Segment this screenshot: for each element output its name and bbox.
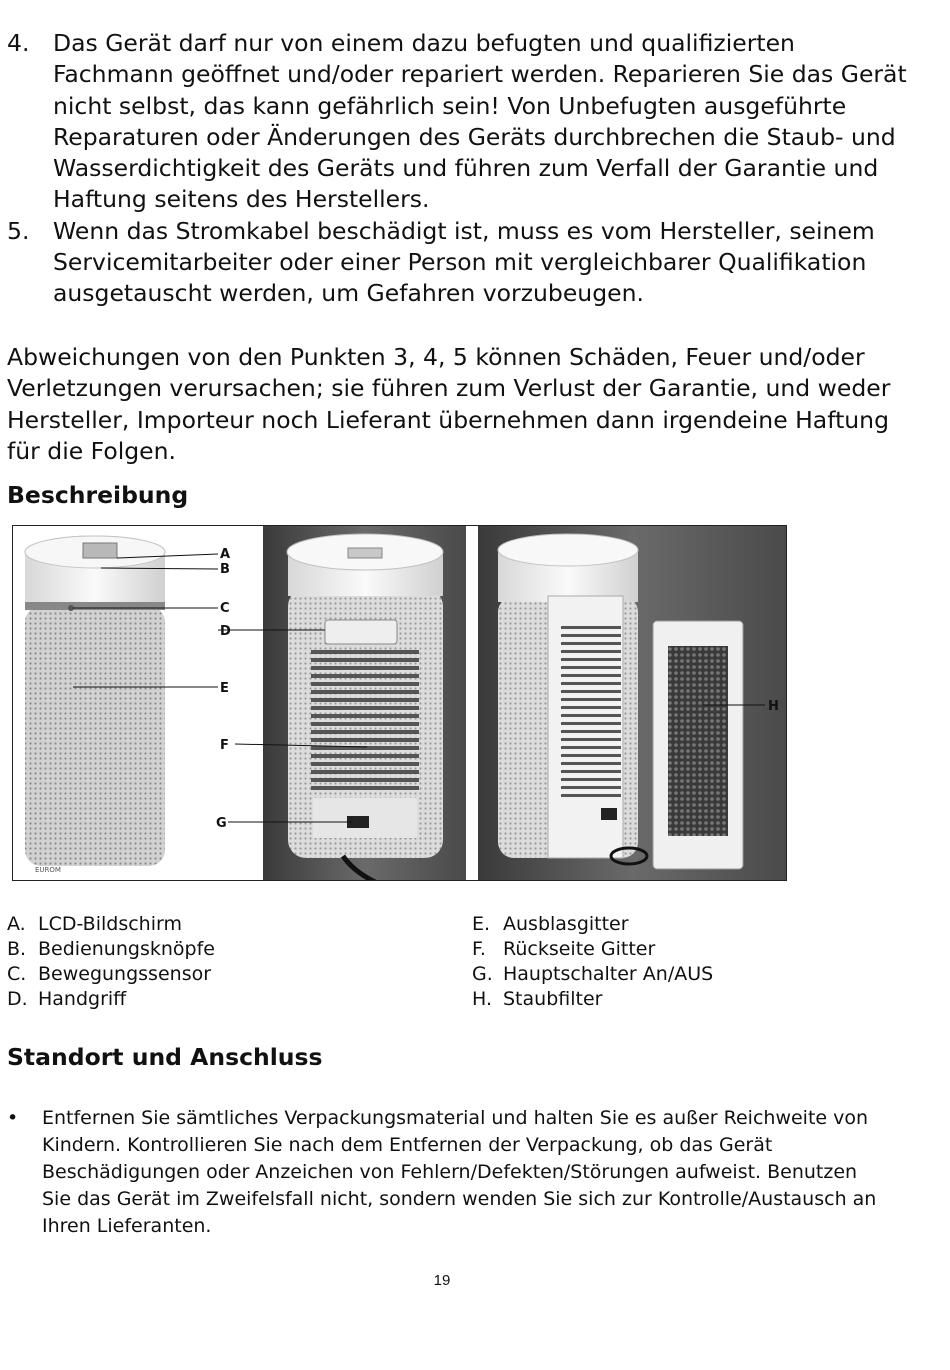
numbered-list (7, 28, 907, 310)
legend-letter: A. (7, 913, 26, 935)
list-item-number: 5. (7, 216, 30, 245)
legend-item (7, 962, 215, 987)
legend-letter: D. (7, 988, 28, 1010)
heading-beschreibung: Beschreibung (7, 481, 189, 509)
legend-item (472, 937, 713, 962)
legend-right (472, 912, 713, 1012)
legend-item (7, 987, 215, 1012)
legend-text: Hauptschalter An/AUS (503, 963, 714, 985)
bullet-item (7, 1105, 887, 1240)
legend-text: Ausblasgitter (503, 913, 629, 935)
legend-letter: C. (7, 963, 27, 985)
legend-letter: G. (472, 963, 493, 985)
figure-label-d: D (220, 624, 231, 639)
bullet-text: Entfernen Sie sämtliches Verpackungsmaterial und halten Sie es außer Reichweite von Kindern. Kontrollieren Sie nach dem Entfernen der Verpackung, ob das Gerät Beschädigungen oder Anzeichen von Fehlern/Defekten/Störungen aufweist. Benutzen Sie das Gerät im Zweifelsfall nicht, sondern wenden Sie sich zur Kontrolle/Austausch an Ihren Lieferanten. (42, 1107, 877, 1237)
legend-letter: F. (472, 938, 486, 960)
legend-item (472, 912, 713, 937)
figure-label-e: E (220, 681, 229, 696)
legend-item (472, 987, 713, 1012)
bullet-list (7, 1105, 887, 1240)
page-number: 19 (433, 1272, 451, 1289)
legend-letter: B. (7, 938, 27, 960)
figure-label-b: B (220, 562, 230, 577)
figure-label-g: G (216, 816, 227, 831)
deviation-paragraph: Abweichungen von den Punkten 3, 4, 5 können Schäden, Feuer und/oder Verletzungen verursachen; sie führen zum Verlust der Garantie, und weder Hersteller, Importeur noch Lieferant übernehmen dann irgendeine Haftung für die Folgen. (7, 343, 891, 465)
bullet-icon: • (7, 1107, 19, 1129)
legend-text: LCD-Bildschirm (38, 913, 182, 935)
list-item-text: Wenn das Stromkabel beschädigt ist, muss es vom Hersteller, seinem Servicemitarbeiter oder einer Person mit vergleichbarer Qualifikation ausgetauscht werden, um Gefahren vorzubeugen. (53, 216, 875, 308)
list-item-text: Das Gerät darf nur von einem dazu befugten und qualifizierten Fachmann geöffnet und/oder repariert werden. Reparieren Sie das Gerät nicht selbst, das kann gefährlich sein! Von Unbefugten ausgeführte Reparaturen oder Änderungen des Geräts durchbrechen die Staub- und Wasserdichtigkeit des Geräts und führen zum Verfall der Garantie und Haftung seitens des Herstellers. (53, 29, 907, 214)
figure-label-f: F (220, 738, 229, 753)
list-item-5 (7, 216, 907, 310)
legend-item (7, 937, 215, 962)
device-front-view (25, 536, 165, 874)
figure-label-a: A (220, 547, 231, 562)
legend-item (7, 912, 215, 937)
device-rear-view (287, 534, 443, 881)
list-item-number: 4. (7, 29, 30, 57)
legend-text: Bewegungssensor (38, 963, 212, 985)
heading-standort: Standort und Anschluss (7, 1043, 323, 1071)
legend-text: Handgriff (38, 988, 127, 1010)
legend-text: Rückseite Gitter (503, 938, 656, 960)
figure-label-h: H (768, 699, 779, 714)
legend-item (472, 962, 713, 987)
legend-left (7, 912, 215, 1012)
legend-letter: H. (472, 988, 492, 1010)
device-brand-logo: EUROM (35, 866, 61, 874)
legend-text: Staubfilter (503, 988, 603, 1010)
legend-text: Bedienungsknöpfe (38, 938, 215, 960)
figure-label-c: C (220, 601, 230, 616)
legend-letter: E. (472, 913, 491, 935)
list-item-4 (7, 28, 907, 216)
product-figure (12, 525, 787, 881)
